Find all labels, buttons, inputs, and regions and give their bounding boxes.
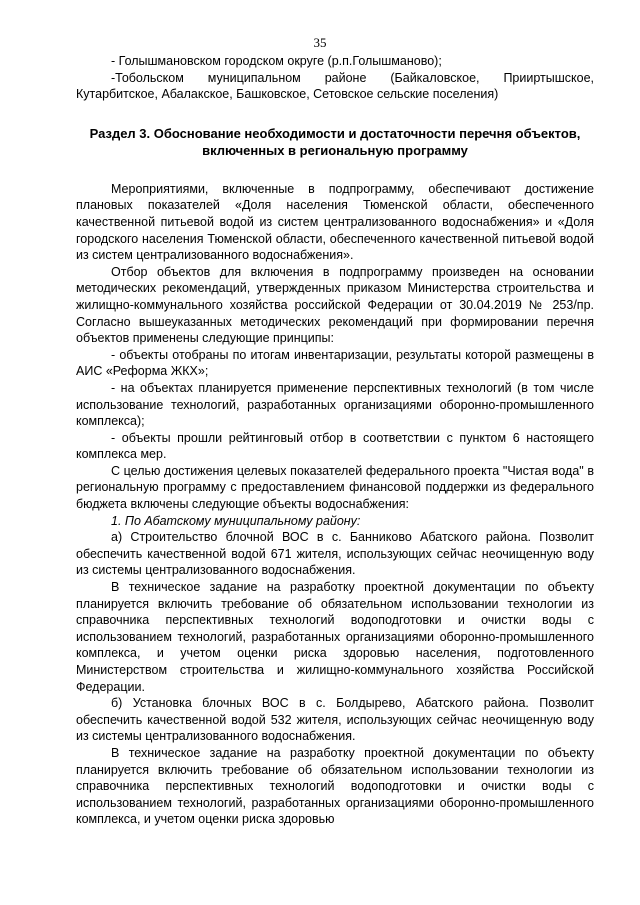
paragraph: С целью достижения целевых показателей федерального проекта "Чистая вода" в региональную программу с предоставлением финансовой поддержки из федерального бюджета включены следующие объекты водоснабжения:	[76, 463, 594, 512]
paragraph-list-item: - объекты отобраны по итогам инвентаризации, результаты которой размещены в АИС «Реформа ЖКХ»;	[76, 347, 594, 379]
subsection-heading: 1. По Абатскому муниципальному району:	[111, 513, 361, 528]
paragraph: Отбор объектов для включения в подпрограмму произведен на основании методических рекомендаций, утвержденных приказом Министерства строительства и жилищно-коммунального хозяйства российской Федерации от 30.04.2019 № 253/пр. Согласно вышеуказанных методических рекомендаций при формировании перечня объектов применены следующие принципы:	[76, 264, 594, 346]
paragraph: б) Установка блочных ВОС в с. Болдырево, Абатского района. Позволит обеспечить качественной водой 532 жителя, использующих сейчас неочищенную воду из системы централизованного водоснабжения.	[76, 696, 594, 744]
page-number: 35	[313, 35, 327, 50]
section-heading: Раздел 3. Обоснование необходимости и достаточности перечня объектов, включенных в региональную программу	[89, 125, 581, 158]
paragraph-list-item: - Голышмановском городском округе (р.п.Голышманово);	[111, 54, 442, 68]
paragraph: Мероприятиями, включенные в подпрограмму, обеспечивают достижение плановых показателей «Доля населения Тюменской области, обеспеченного качественной питьевой водой из систем централизованного водоснабжения» и «Доля городского населения Тюменской области, обеспеченного качественной питьевой водой из систем централизованного водоснабжения».	[76, 181, 594, 263]
paragraph-list-item: -Тобольском муниципальном районе (Байкаловское, Прииртышское, Кутарбитское, Абалакское, Башковское, Сетовское сельские поселения)	[76, 70, 594, 102]
paragraph: В техническое задание на разработку проектной документации по объекту планируется включить требование об обязательном использовании технологии из справочника перспективных технологий водоподготовки и очистки воды с использованием технологий, разработанных организациями оборонно-промышленного комплекса, и учетом оценки риска здоровью	[76, 745, 594, 827]
paragraph-list-item: - объекты прошли рейтинговый отбор в соответствии с пунктом 6 настоящего комплекса мер.	[76, 430, 594, 462]
page-content	[76, 53, 594, 828]
paragraph: В техническое задание на разработку проектной документации по объекту планируется включить требование об обязательном использовании технологии из справочника перспективных технологий водоподготовки и очистки воды с использованием технологий, разработанных организациями оборонно-промышленного комплекса, и учетом оценки риска здоровью населения, подготовленного Министерством строительства и жилищно-коммунального хозяйства Российской Федерации.	[76, 580, 594, 694]
paragraph: а) Строительство блочной ВОС в с. Банниково Абатского района. Позволит обеспечить качественной водой 671 жителя, использующих сейчас неочищенную воду из системы централизованного водоснабжения.	[76, 530, 594, 578]
paragraph-list-item: - на объектах планируется применение перспективных технологий (в том числе использование технологий, разработанных организациями оборонно-промышленного комплекса);	[76, 380, 594, 429]
